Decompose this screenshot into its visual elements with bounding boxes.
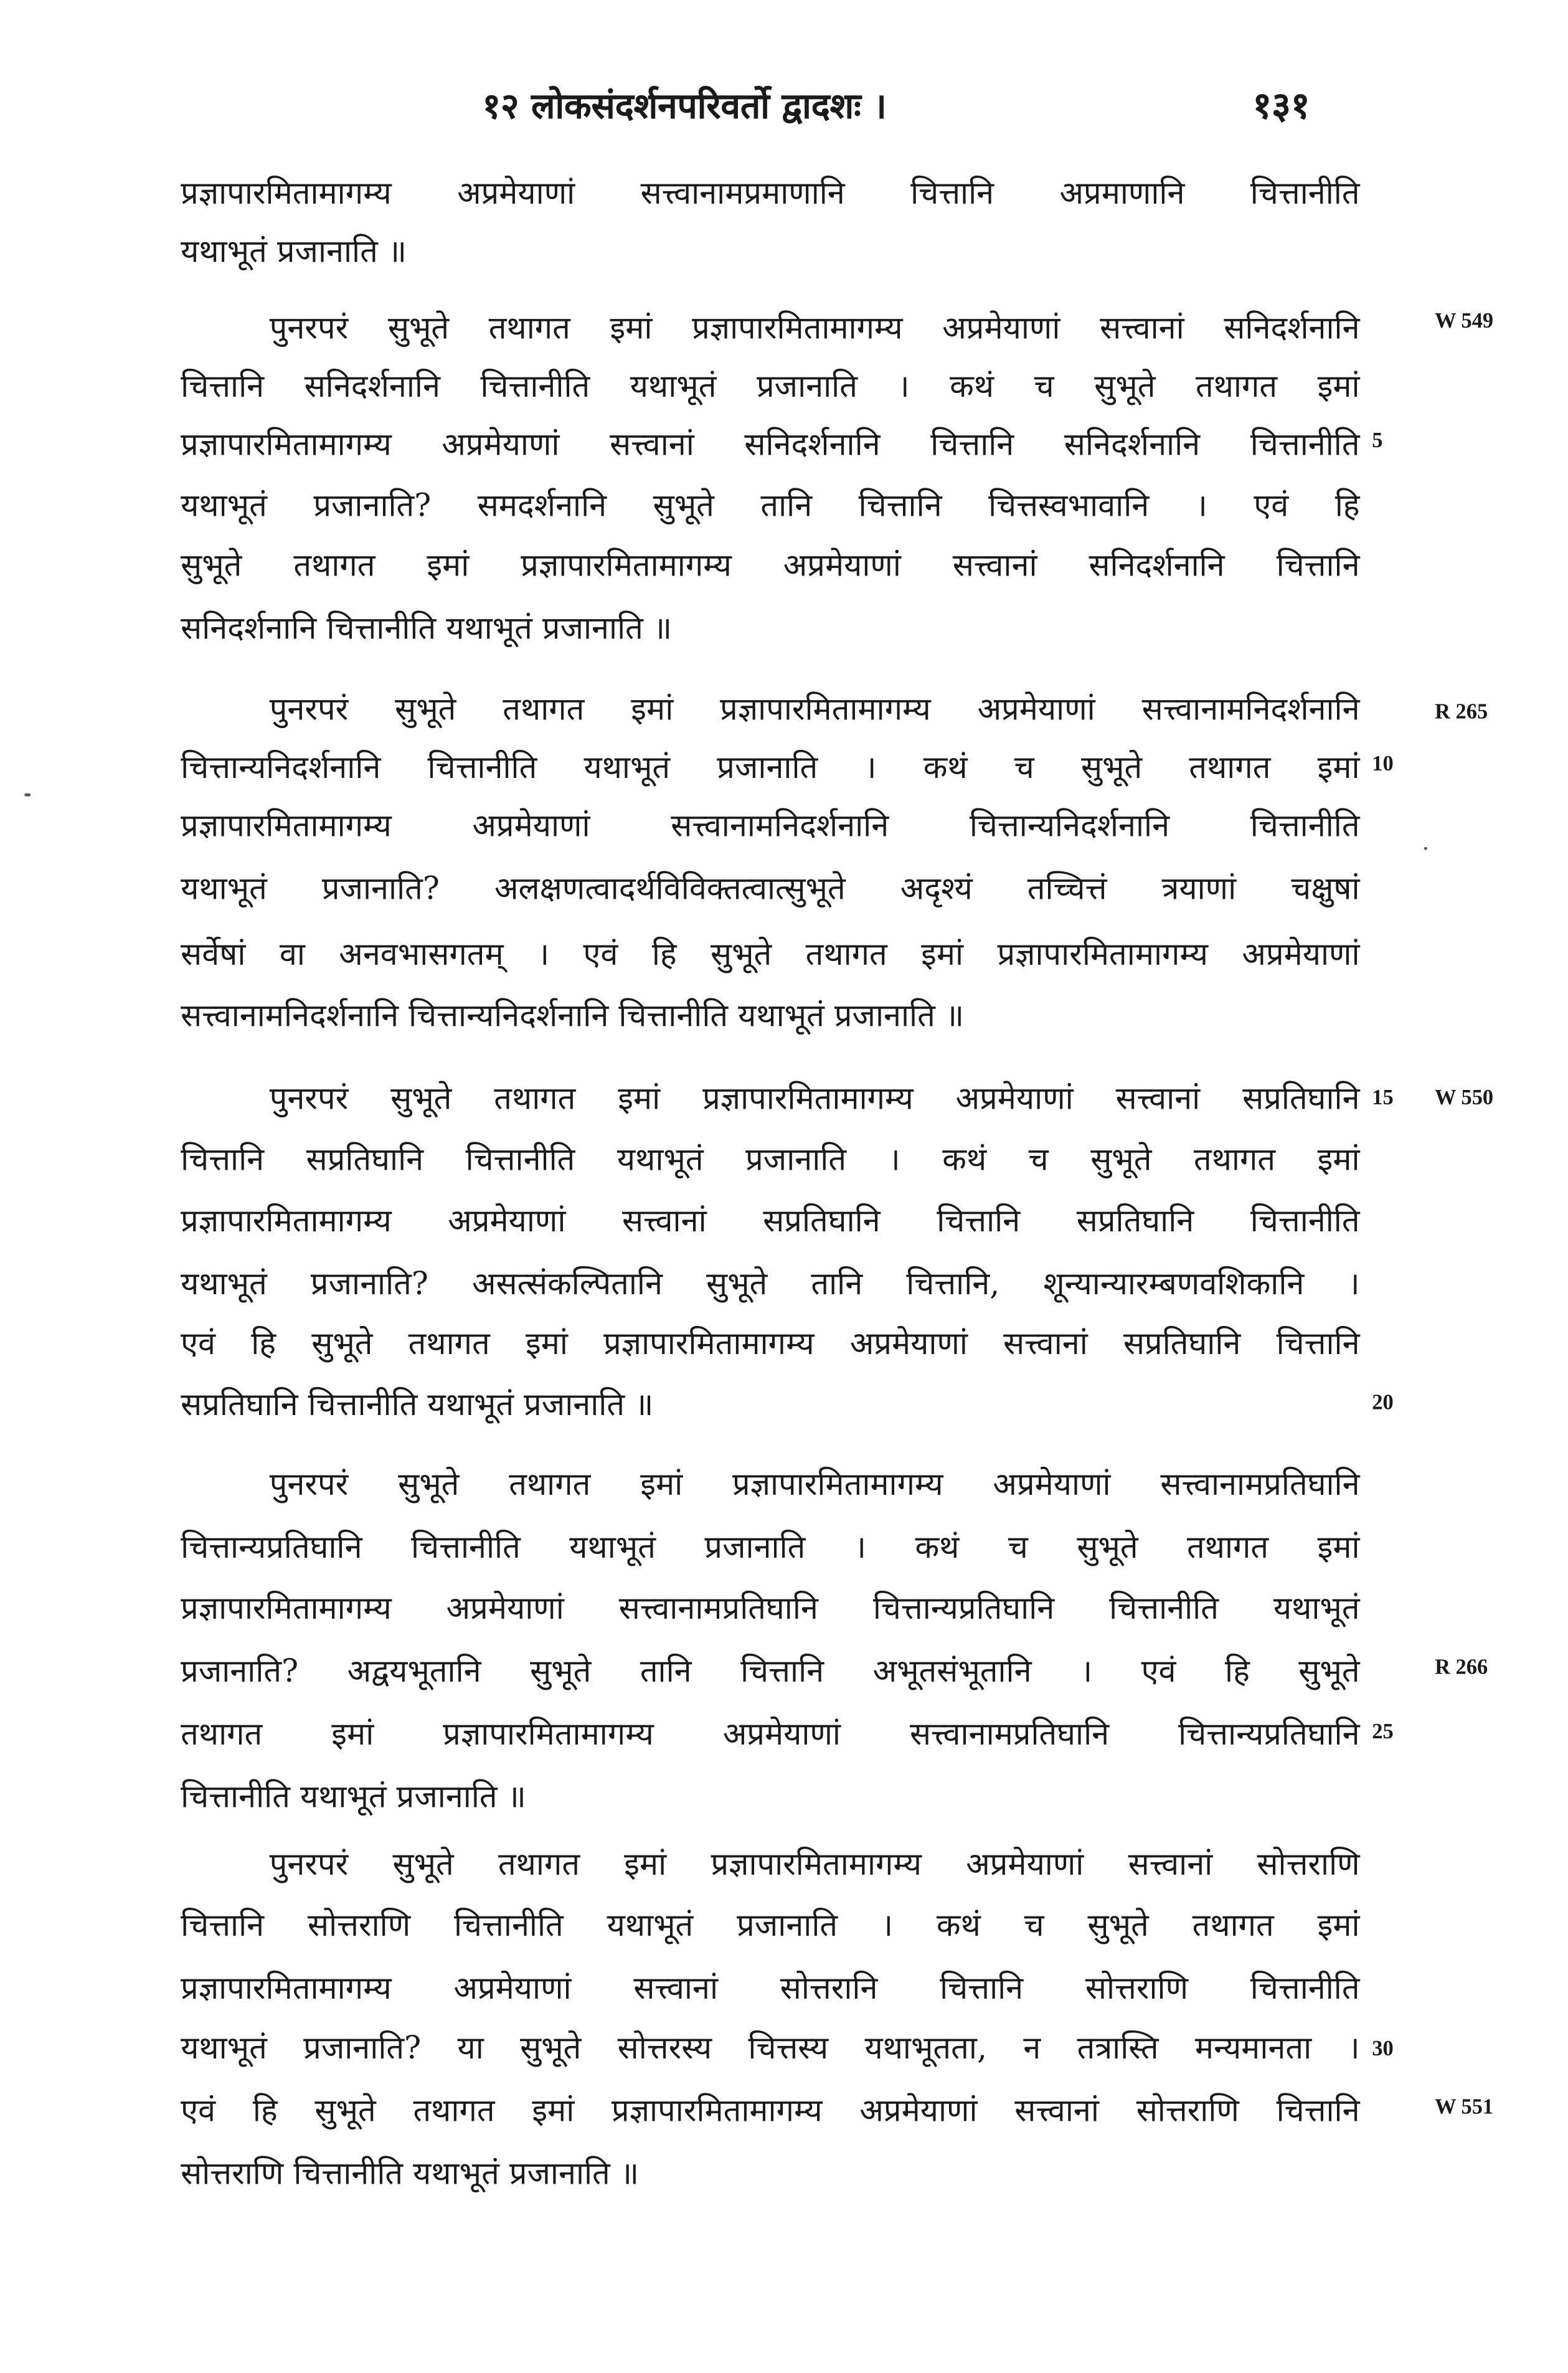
text-line: सोत्तराणि चित्तानीति यथाभूतं प्रजानाति ॥ (181, 2154, 640, 2192)
text-line: पुनरपरं सुभूते तथागत इमां प्रज्ञापारमितामागम्य अप्रमेयाणां सत्त्वानामप्रतिघानि (269, 1466, 1360, 1503)
text-line: यथाभूतं प्रजानाति? समदर्शनानि सुभूते तानि चित्तानि चित्तस्वभावानि । एवं हि (181, 486, 1360, 524)
text-line: सत्त्वानामनिदर्शनानि चित्तान्यनिदर्शनानि चित्तानीति यथाभूतं प्रजानाति ॥ (181, 997, 965, 1034)
text-line: पुनरपरं सुभूते तथागत इमां प्रज्ञापारमितामागम्य अप्रमेयाणां सत्त्वानां सोत्तराणि (269, 1845, 1360, 1883)
text-line: प्रज्ञापारमितामागम्य अप्रमेयाणां सत्त्वानामनिदर्शनानि चित्तान्यनिदर्शनानि चित्तानीति (181, 807, 1360, 844)
text-line: प्रज्ञापारमितामागम्य अप्रमेयाणां सत्त्वानां सनिदर्शनानि चित्तानि सनिदर्शनानि चित्तानीति (181, 425, 1360, 463)
text-line: सनिदर्शनानि चित्तानीति यथाभूतं प्रजानाति ॥ (181, 609, 673, 647)
scan-speck (24, 793, 31, 797)
running-title: १२ लोकसंदर्शनपरिवर्तो द्वादशः । (482, 85, 887, 128)
text-line: एवं हि सुभूते तथागत इमां प्रज्ञापारमितामागम्य अप्रमेयाणां सत्त्वानां सप्रतिघानि चित्तानि (181, 1325, 1360, 1362)
text-line: यथाभूतं प्रजानाति? अलक्षणत्वादर्थविविक्तत्वात्सुभूते अदृश्यं तच्चित्तं त्रयाणां चक्षुषां (181, 869, 1360, 907)
text-line: चित्तानीति यथाभूतं प्रजानाति ॥ (181, 1778, 526, 1815)
line-number: 15 (1372, 1087, 1394, 1111)
text-line: एवं हि सुभूते तथागत इमां प्रज्ञापारमितामागम्य अप्रमेयाणां सत्त्वानां सोत्तराणि चित्तानि (181, 2091, 1360, 2129)
text-line: पुनरपरं सुभूते तथागत इमां प्रज्ञापारमितामागम्य अप्रमेयाणां सत्त्वानामनिदर्शनानि (269, 691, 1360, 728)
text-line: तथागत इमां प्रज्ञापारमितामागम्य अप्रमेयाणां सत्त्वानामप्रतिघानि चित्तान्यप्रतिघानि (181, 1715, 1360, 1753)
line-number: 10 (1372, 753, 1394, 777)
text-line: प्रज्ञापारमितामागम्य अप्रमेयाणां सत्त्वानां सप्रतिघानि चित्तानि सप्रतिघानि चित्तानीति (181, 1202, 1360, 1239)
line-number: 5 (1372, 430, 1383, 453)
text-line: चित्तान्यप्रतिघानि चित्तानीति यथाभूतं प्रजानाति । कथं च सुभूते तथागत इमां (181, 1528, 1360, 1566)
text-line: यथाभूतं प्रजानाति ॥ (181, 232, 407, 270)
text-line: प्रज्ञापारमितामागम्य अप्रमेयाणां सत्त्वानामप्रमाणानि चित्तानि अप्रमाणानि चित्तानीति (181, 174, 1360, 212)
margin-reference: W 550 (1435, 1087, 1494, 1111)
text-line: चित्तानि सनिदर्शनानि चित्तानीति यथाभूतं प्रजानाति । कथं च सुभूते तथागत इमां (181, 367, 1360, 405)
text-line: चित्तानि सोत्तराणि चित्तानीति यथाभूतं प्रजानाति । कथं च सुभूते तथागत इमां (181, 1906, 1360, 1944)
text-line: पुनरपरं सुभूते तथागत इमां प्रज्ञापारमितामागम्य अप्रमेयाणां सत्त्वानां सप्रतिघानि (269, 1079, 1360, 1117)
line-number: 20 (1372, 1392, 1394, 1416)
line-number: 30 (1372, 2038, 1394, 2062)
margin-reference: R 266 (1435, 1657, 1488, 1680)
text-line: सुभूते तथागत इमां प्रज्ञापारमितामागम्य अप्रमेयाणां सत्त्वानां सनिदर्शनानि चित्तानि (181, 546, 1360, 584)
text-line: प्रजानाति? अद्वयभूतानि सुभूते तानि चित्तानि अभूतसंभूतानि । एवं हि सुभूते (181, 1652, 1360, 1690)
line-number: 25 (1372, 1721, 1394, 1745)
text-line: सर्वेषां वा अनवभासगतम् । एवं हि सुभूते तथागत इमां प्रज्ञापारमितामागम्य अप्रमेयाणां (181, 935, 1360, 973)
text-line: चित्तान्यनिदर्शनानि चित्तानीति यथाभूतं प्रजानाति । कथं च सुभूते तथागत इमां (181, 749, 1360, 786)
text-line: प्रज्ञापारमितामागम्य अप्रमेयाणां सत्त्वानां सोत्तरानि चित्तानि सोत्तराणि चित्तानीति (181, 1969, 1360, 2007)
scan-speck (1424, 847, 1427, 850)
text-line: सप्रतिघानि चित्तानीति यथाभूतं प्रजानाति ॥ (181, 1386, 654, 1423)
text-line: यथाभूतं प्रजानाति? या सुभूते सोत्तरस्य चित्तस्य यथाभूतता, न तत्रास्ति मन्यमानता । (181, 2029, 1360, 2067)
margin-reference: R 265 (1435, 701, 1488, 725)
page-number: १३१ (1252, 82, 1310, 128)
text-line: चित्तानि सप्रतिघानि चित्तानीति यथाभूतं प्रजानाति । कथं च सुभूते तथागत इमां (181, 1140, 1360, 1178)
margin-reference: W 549 (1435, 311, 1494, 334)
text-line: यथाभूतं प्रजानाति? असत्संकल्पितानि सुभूते तानि चित्तानि, शून्यान्यारम्बणवशिकानि । (181, 1265, 1360, 1302)
text-line: पुनरपरं सुभूते तथागत इमां प्रज्ञापारमितामागम्य अप्रमेयाणां सत्त्वानां सनिदर्शनानि (269, 309, 1360, 346)
text-line: प्रज्ञापारमितामागम्य अप्रमेयाणां सत्त्वानामप्रतिघानि चित्तान्यप्रतिघानि चित्तानीति यथाभूतं (181, 1589, 1360, 1627)
margin-reference: W 551 (1435, 2096, 1494, 2120)
page-header (0, 80, 1568, 132)
